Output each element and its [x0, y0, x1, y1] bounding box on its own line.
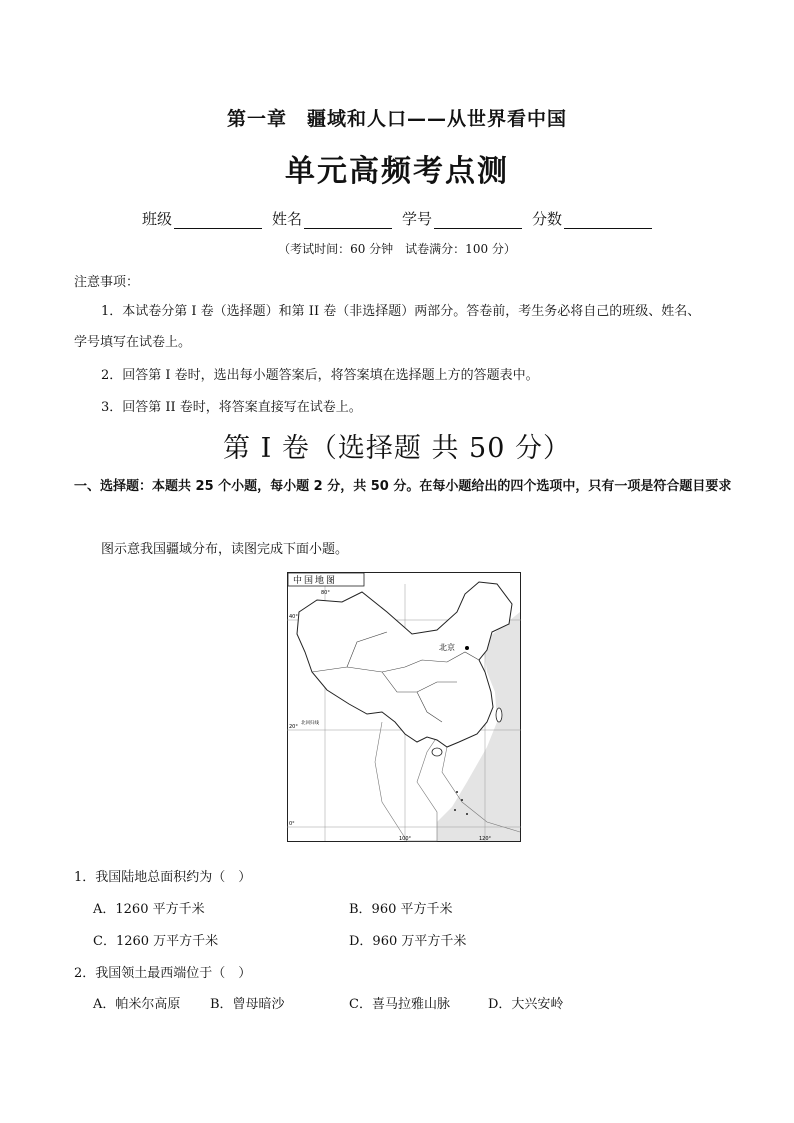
question-1-option-b[interactable]: B．960 平方千米	[349, 902, 453, 917]
section-instructions: 一、选择题：本题共 25 个小题，每小题 2 分，共 50 分。在每小题给出的四个选项中，只有一项是符合题目要求	[74, 479, 732, 494]
island-dot	[461, 799, 463, 801]
score-field[interactable]	[532, 208, 652, 229]
class-field[interactable]	[142, 208, 262, 229]
note-item-2: 2．回答第 I 卷时，选出每小题答案后，将答案填在选择题上方的答题表中。	[101, 368, 539, 383]
china-map-figure	[287, 572, 521, 842]
class-blank[interactable]	[174, 213, 262, 229]
note-item-1-line1: 1．本试卷分第 I 卷（选择题）和第 II 卷（非选择题）两部分。答卷前，考生务必将自己的班级、姓名、	[101, 304, 701, 319]
lat-label-0: 0°	[289, 821, 295, 827]
note-item-3: 3．回答第 II 卷时，将答案直接写在试卷上。	[101, 400, 362, 415]
name-field[interactable]	[272, 208, 392, 229]
question-2-option-b[interactable]: B．曾母暗沙	[210, 997, 285, 1012]
island-dot	[466, 813, 468, 815]
score-blank[interactable]	[564, 213, 652, 229]
lon-label-120: 120°	[479, 836, 492, 842]
student-id-field[interactable]	[402, 208, 522, 229]
question-intro: 图示意我国疆域分布，读图完成下面小题。	[101, 542, 349, 557]
island-dot	[454, 809, 456, 811]
score-label: 分数	[532, 210, 563, 228]
notes-heading: 注意事项：	[74, 275, 140, 290]
taiwan-island	[496, 708, 502, 722]
tropic-label: 北回归线	[301, 721, 319, 726]
page-title: 单元高频考点测	[285, 154, 509, 189]
lat-label-20: 20°	[289, 724, 298, 730]
name-label: 姓名	[271, 210, 302, 228]
question-1-option-c[interactable]: C．1260 万平方千米	[93, 934, 219, 949]
note-item-1-line2: 学号填写在试卷上。	[74, 335, 192, 350]
hainan-island	[432, 748, 442, 756]
question-2-option-d[interactable]: D．大兴安岭	[488, 997, 564, 1012]
chapter-heading: 第一章 疆域和人口——从世界看中国	[226, 108, 567, 130]
question-2-stem: 2．我国领土最西端位于（ ）	[74, 966, 252, 981]
question-1-option-d[interactable]: D．960 万平方千米	[349, 934, 467, 949]
lon-label-100: 100°	[399, 836, 412, 842]
island-dot	[456, 791, 458, 793]
exam-time-info: （考试时间：60 分钟 试卷满分：100 分）	[278, 242, 516, 256]
name-blank[interactable]	[304, 213, 392, 229]
map-title: 中国地图	[293, 576, 338, 586]
beijing-label: 北京	[439, 643, 455, 652]
class-label: 班级	[141, 210, 172, 228]
question-2-option-a[interactable]: A．帕米尔高原	[93, 997, 181, 1012]
question-1-option-a[interactable]: A．1260 平方千米	[93, 902, 205, 917]
lat-label-40: 40°	[289, 614, 298, 620]
beijing-marker	[465, 646, 469, 650]
lon-label-80: 80°	[321, 590, 330, 596]
student-info-row	[0, 208, 794, 229]
question-1-stem: 1．我国陆地总面积约为（ ）	[74, 870, 252, 885]
student-id-label: 学号	[402, 210, 433, 228]
volume-title: 第 I 卷（选择题 共 50 分）	[223, 433, 571, 464]
question-2-option-c[interactable]: C．喜马拉雅山脉	[349, 997, 450, 1012]
student-id-blank[interactable]	[434, 213, 522, 229]
